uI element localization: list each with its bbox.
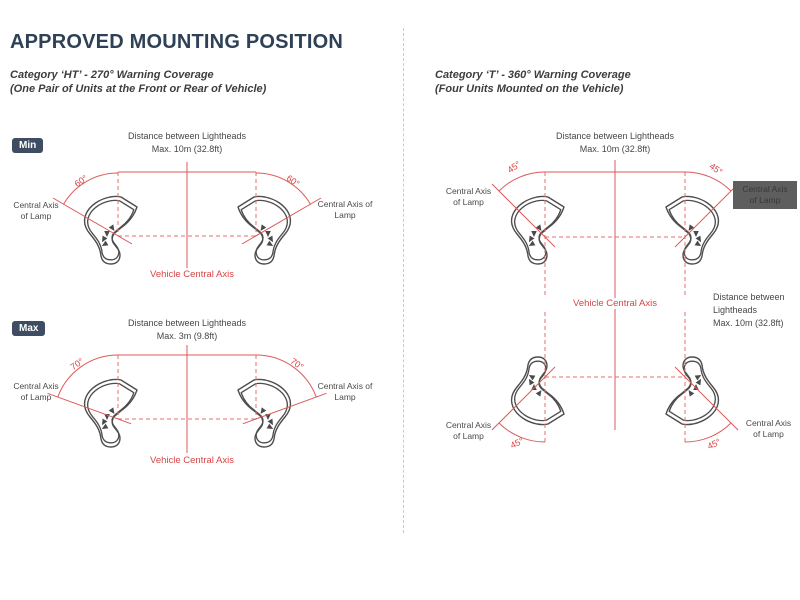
min-distance-line2: Max. 10m (32.8ft) <box>151 144 223 154</box>
max-axis-label-left <box>8 381 64 402</box>
t-distance-side-line2: Lightheads <box>713 305 758 315</box>
min-angle-right: 60° <box>284 172 302 190</box>
min-distance-label <box>87 130 287 156</box>
max-angle-right: 70° <box>288 355 306 373</box>
max-distance-line1: Distance between Lightheads <box>127 318 247 328</box>
max-badge: Max <box>12 321 45 336</box>
t-axis-br-line1: Central Axis <box>745 418 792 428</box>
t-section-heading <box>435 68 631 96</box>
max-axis-right-line1: Central Axis of <box>317 381 373 391</box>
max-distance-label <box>87 317 287 343</box>
page-title: APPROVED MOUNTING POSITION <box>10 31 344 53</box>
min-axis-label-left <box>8 200 64 221</box>
min-axis-left-line1: Central Axis <box>13 200 59 210</box>
t-axis-tr-line1: Central Axis <box>742 184 788 194</box>
t-distance-side-line3: Max. 10m (32.8ft) <box>713 318 784 328</box>
t-heading-line1: Category ‘T’ - 360° Warning Coverage <box>435 69 631 81</box>
ht-heading-line1: Category ‘HT’ - 270° Warning Coverage <box>10 69 214 81</box>
min-badge: Min <box>12 138 43 153</box>
t-axis-tl-line2: of Lamp <box>453 196 484 207</box>
min-axis-left-line2: of Lamp <box>20 210 52 221</box>
section-divider <box>403 28 404 533</box>
ht-section-heading <box>10 68 266 96</box>
t-axis-label-top-left <box>440 186 497 207</box>
t-axis-tl-line1: Central Axis <box>445 186 492 196</box>
max-axis-label-right <box>314 381 376 402</box>
t-distance-top-line1: Distance between Lightheads <box>555 131 675 141</box>
t-axis-br-line2: of Lamp <box>753 428 784 439</box>
t-axis-label-top-right-highlighted <box>733 181 797 209</box>
min-axis-right-line1: Central Axis of <box>317 199 373 209</box>
t-distance-top-label <box>515 130 715 156</box>
t-distance-side-line1: Distance between <box>713 292 785 302</box>
t-distance-top-line2: Max. 10m (32.8ft) <box>579 144 651 154</box>
max-distance-line2: Max. 3m (9.8ft) <box>156 331 218 341</box>
t-axis-bl-line2: of Lamp <box>453 430 484 441</box>
min-distance-line1: Distance between Lightheads <box>127 131 247 141</box>
t-angle-bottom-left: 45° <box>508 435 526 451</box>
t-distance-side-label <box>713 291 800 330</box>
ht-heading-line2: (One Pair of Units at the Front or Rear of Vehicle) <box>10 83 267 95</box>
t-heading-line2: (Four Units Mounted on the Vehicle) <box>435 83 624 95</box>
t-vehicle-axis-label: Vehicle Central Axis <box>535 298 695 309</box>
max-vehicle-axis-label: Vehicle Central Axis <box>112 455 272 466</box>
t-axis-label-bottom-right <box>740 418 797 439</box>
min-vehicle-axis-label: Vehicle Central Axis <box>112 269 272 280</box>
t-axis-tr-line2: of Lamp <box>749 194 781 205</box>
t-angle-top-left: 45° <box>505 158 523 176</box>
max-axis-left-line1: Central Axis <box>13 381 59 391</box>
max-axis-left-line2: of Lamp <box>20 391 52 402</box>
max-angle-left: 70° <box>68 355 86 373</box>
t-axis-label-bottom-left <box>440 420 497 441</box>
t-axis-bl-line1: Central Axis <box>445 420 492 430</box>
t-angle-top-right: 45° <box>707 160 725 178</box>
t-angle-bottom-right: 45° <box>705 436 723 452</box>
min-axis-label-right <box>314 199 376 220</box>
max-axis-right-line2: Lamp <box>334 391 356 402</box>
min-angle-left: 60° <box>72 172 90 190</box>
min-axis-right-line2: Lamp <box>334 209 356 220</box>
